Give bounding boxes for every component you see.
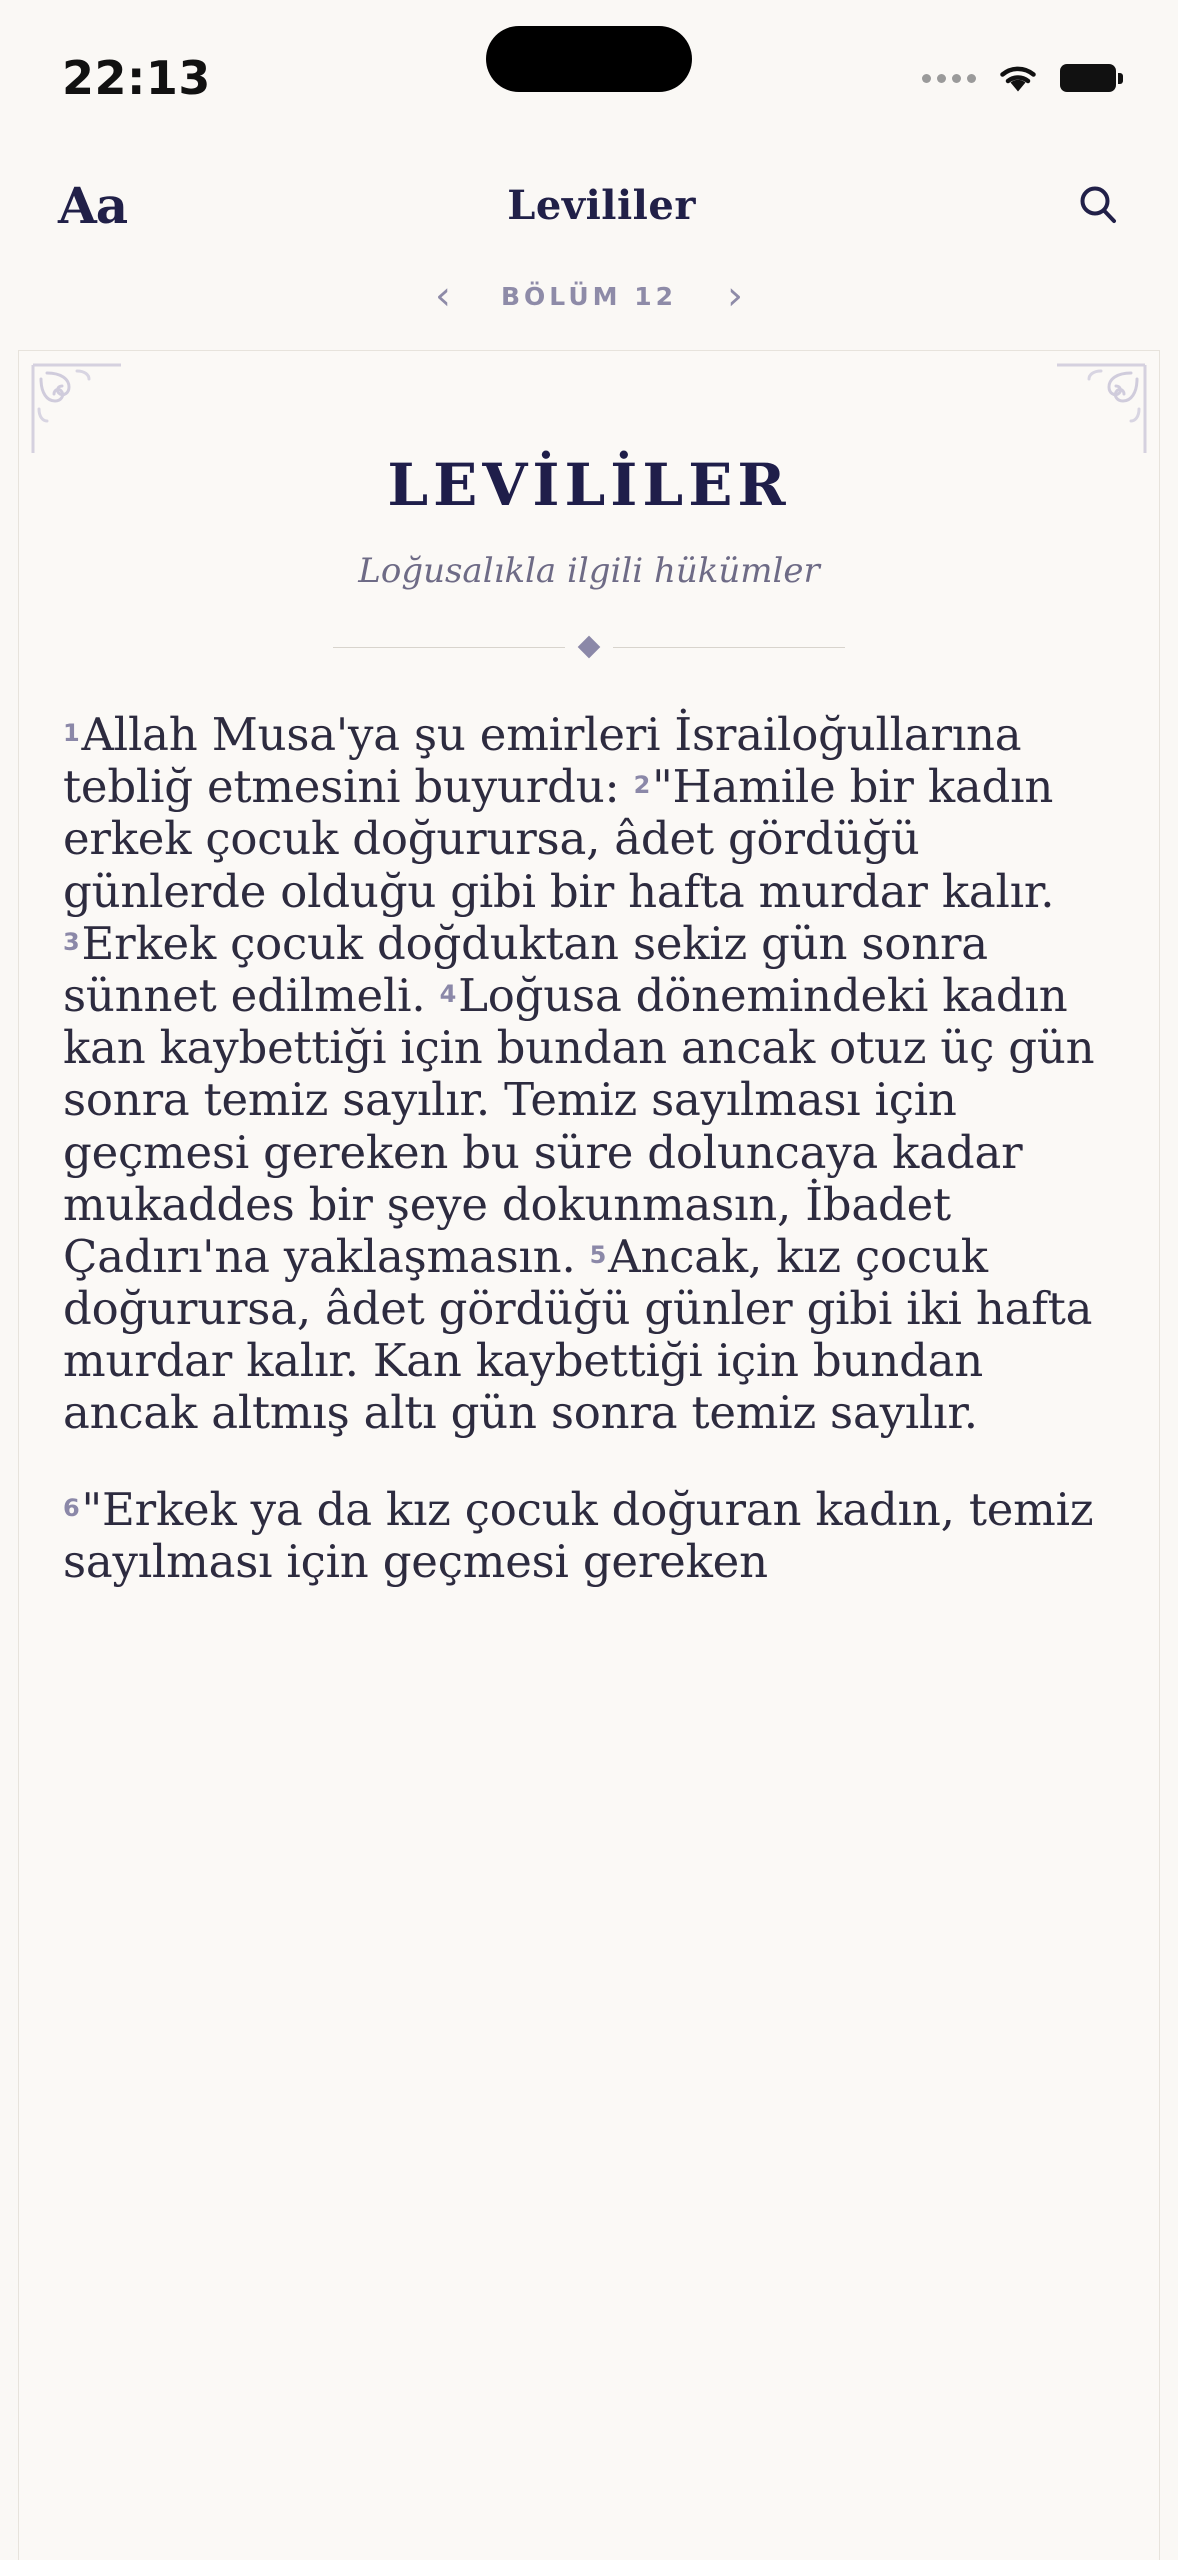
app-header bbox=[0, 150, 1178, 260]
status-bar bbox=[0, 0, 1178, 150]
corner-flourish-icon bbox=[29, 361, 125, 457]
chapter-subtitle: Loğusalıkla ilgili hükümler bbox=[358, 551, 820, 591]
verse[interactable] bbox=[63, 1483, 1093, 1588]
scripture-page[interactable] bbox=[18, 350, 1160, 2560]
chevron-right-icon[interactable]: › bbox=[727, 273, 744, 319]
verse-number: 5 bbox=[589, 1240, 607, 1269]
verse-number: 3 bbox=[63, 927, 80, 956]
status-time: 22:13 bbox=[62, 51, 211, 105]
signal-dots-icon bbox=[922, 74, 976, 83]
verse-text: Ancak, kız çocuk doğurursa, âdet gördüğü günler gibi iki hafta murdar kalır. Kan kaybettiği için bundan ancak altmış altı gün sonra temiz sayılır. bbox=[63, 1229, 1093, 1440]
dynamic-island bbox=[486, 26, 692, 92]
status-indicators bbox=[922, 56, 1116, 94]
verse-number: 1 bbox=[63, 718, 80, 747]
verse-paragraph[interactable] bbox=[63, 1484, 1115, 1588]
page-title: Levililer bbox=[507, 181, 696, 229]
verse-body[interactable] bbox=[19, 655, 1159, 1588]
verse-number: 4 bbox=[439, 979, 457, 1008]
chapter-heading: LEVİLİLER bbox=[387, 451, 791, 519]
verse-text: "Erkek ya da kız çocuk doğuran kadın, temiz sayılması için geçmesi gereken bbox=[63, 1482, 1094, 1588]
chevron-left-icon[interactable]: ‹ bbox=[434, 273, 451, 319]
font-size-button[interactable]: Aa bbox=[58, 175, 128, 235]
chapter-navigation bbox=[0, 260, 1178, 332]
battery-full-icon bbox=[1060, 64, 1116, 92]
verse-text: Erkek çocuk doğduktan sekiz gün sonra sünnet edilmeli. bbox=[63, 916, 988, 1022]
search-icon[interactable] bbox=[1076, 183, 1120, 227]
diamond-divider-icon bbox=[333, 639, 845, 655]
verse-text: Allah Musa'ya şu emirleri İsrailoğullarına tebliğ etmesini buyurdu: bbox=[63, 708, 1022, 814]
wifi-icon bbox=[996, 62, 1040, 94]
verse-text: Loğusa dönemindeki kadın kan kaybettiği için bundan ancak otuz üç gün sonra temiz sayılır. Temiz sayılması için geçmesi gereken bu süre doluncaya kadar mukaddes bir şeye dokunmasın, İbadet Çadırı'na yaklaşmasın. bbox=[63, 968, 1095, 1283]
verse-paragraph[interactable] bbox=[63, 709, 1115, 1440]
verse-number: 6 bbox=[63, 1493, 80, 1522]
chapter-label[interactable]: BÖLÜM 12 bbox=[500, 281, 678, 311]
corner-flourish-icon bbox=[1053, 361, 1149, 457]
chapter-title-block bbox=[19, 351, 1159, 655]
verse-number: 2 bbox=[633, 771, 651, 800]
verse-text: "Hamile bir kadın erkek çocuk doğurursa, âdet gördüğü günlerde olduğu gibi bir hafta murdar kalır. bbox=[63, 760, 1055, 918]
